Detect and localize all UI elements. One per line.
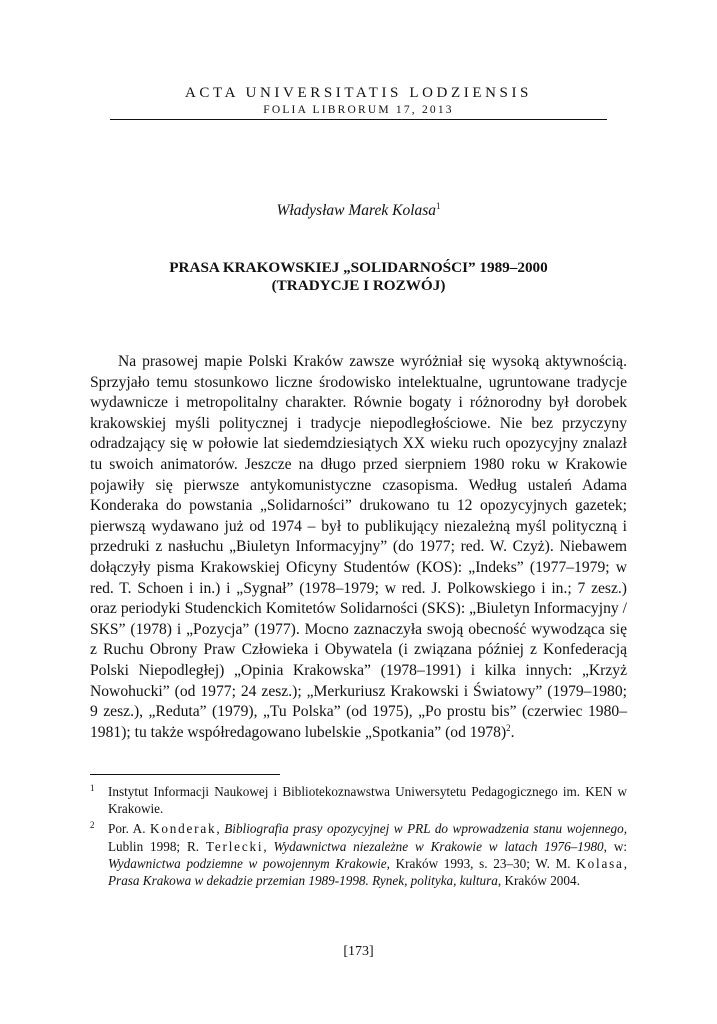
body-paragraph-text: Na prasowej mapie Polski Kraków zawsze wyróżniał się wysoką aktywnością. Sprzyjało temu stosunkowo liczne środowisko intelektualne, ugruntowane tradycje wydawnicze i metropolitalny charakter. Równie bogaty i różnorodny był dorobek krakowskiej myśli politycznej i tradycje niepodległościowe. Nie bez przyczyny odradzający się w połowie lat siedemdziesiątych XX wieku ruch opozycyjny znalazł tu swoich animatorów. Jeszcze na długo przed sierpniem 1980 roku w Krakowie pojawiły się pierwsze antykomunistyczne czasopisma. Według ustaleń Adama Konderaka do powstania „Solidarności” drukowano tu 12 opozycyjnych gazetek; pierwszą wydawano już od 1974 – był to publikujący niezależną myśl polityczną i przedruki z nasłuchu „Biuletyn Informacyjny” (do 1977; red. W. Czyż). Niebawem dołączyły pisma Krakowskiej Oficyny Studentów (KOS): „Indeks” (1977–1979; w red. T. Schoen i in.) i „Sygnał” (1978–1979; w red. J. Polkowskiego i in.; 7 zesz.) oraz periodyki Studenckich Komitetów Solidarności (SKS): „Biuletyn Informacyjny / SKS” (1978) i „Pozycja” (1977). Mocno zaznaczyła swoją obecność wywodząca się z Ruchu Obrony Praw Człowieka i Obywatela (i związana później z Konfederacją Polski Niepodległej) „Opinia Krakowska” (1978–1991) i kilka innych: „Krzyż Nowohucki” (od 1977; 24 zesz.); „Merkuriusz Krakowski i Światowy” (1979–1980; 9 zesz.), „Reduta” (1979), „Tu Polska” (od 1975), „Po prostu bis” (czerwiec 1980–1981); tu także współredagowano lubelskie „Spotkania” (od 1978) (90, 353, 627, 741)
article-title-line-2: (TRADYCJE I ROZWÓJ) (271, 277, 446, 294)
footnote-2-text: , (216, 821, 225, 837)
footnote-2-text: , Kraków 2004. (497, 873, 580, 889)
footnote-separator (90, 774, 280, 775)
footnote-1-text: Instytut Informacji Naukowej i Bibliotekoznawstwa Uniwersytetu Pedagogicznego im. KEN w Krakowie. (108, 784, 627, 817)
footnote-2-work-title: Prasa Krakowa w dekadzie przemian 1989-1998. Rynek, polityka, kultura (108, 873, 498, 889)
journal-subtitle: FOLIA LIBRORUM 17, 2013 (263, 104, 454, 116)
footnote-2-author-name: Kolasa (576, 855, 624, 871)
article-author (90, 201, 627, 220)
page-number: [173] (343, 944, 374, 959)
footnote-2-text: , Kraków 1993, s. 23–30; W. M. (386, 855, 577, 871)
author-name: Władysław Marek Kolasa (276, 202, 437, 220)
footnote-2-author-name: Konderak (150, 821, 217, 837)
footnote-2-mark: 2 (90, 820, 95, 831)
body-paragraph-end: . (510, 723, 515, 741)
footnotes (90, 780, 627, 889)
article-title (90, 259, 627, 295)
footnote-2-text: Por. A. (108, 821, 151, 837)
journal-header (110, 84, 607, 117)
header-rule (110, 119, 607, 120)
journal-title: ACTA UNIVERSITATIS LODZIENSIS (185, 85, 532, 101)
footnote-2-work-title: Wydawnictwa podziemne w powojennym Krakowie (108, 855, 387, 871)
footnote-1-mark: 1 (90, 783, 95, 793)
footnote-1 (90, 780, 627, 817)
article-title-line-1: PRASA KRAKOWSKIEJ „SOLIDARNOŚCI” 1989–2000 (169, 259, 548, 276)
footnote-2-text: , (623, 855, 627, 871)
footnote-2-work-title: Wydawnictwa niezależne w Krakowie w latach 1976–1980 (273, 838, 604, 854)
footnote-2-work-title: Bibliografia prasy opozycyjnej w PRL do wprowadzenia stanu wojennego, (224, 821, 627, 837)
body-paragraph (90, 352, 627, 743)
footnote-2-text: Lublin 1998; R. (108, 838, 206, 854)
footnote-2-author-name: Terlecki (205, 838, 264, 854)
footnote-2 (90, 817, 627, 889)
footnote-2-text: , w: (603, 838, 628, 854)
author-footnote-ref: 1 (436, 201, 441, 211)
body-footnote-ref: 2 (506, 722, 511, 733)
footnote-2-text: , (263, 838, 274, 854)
